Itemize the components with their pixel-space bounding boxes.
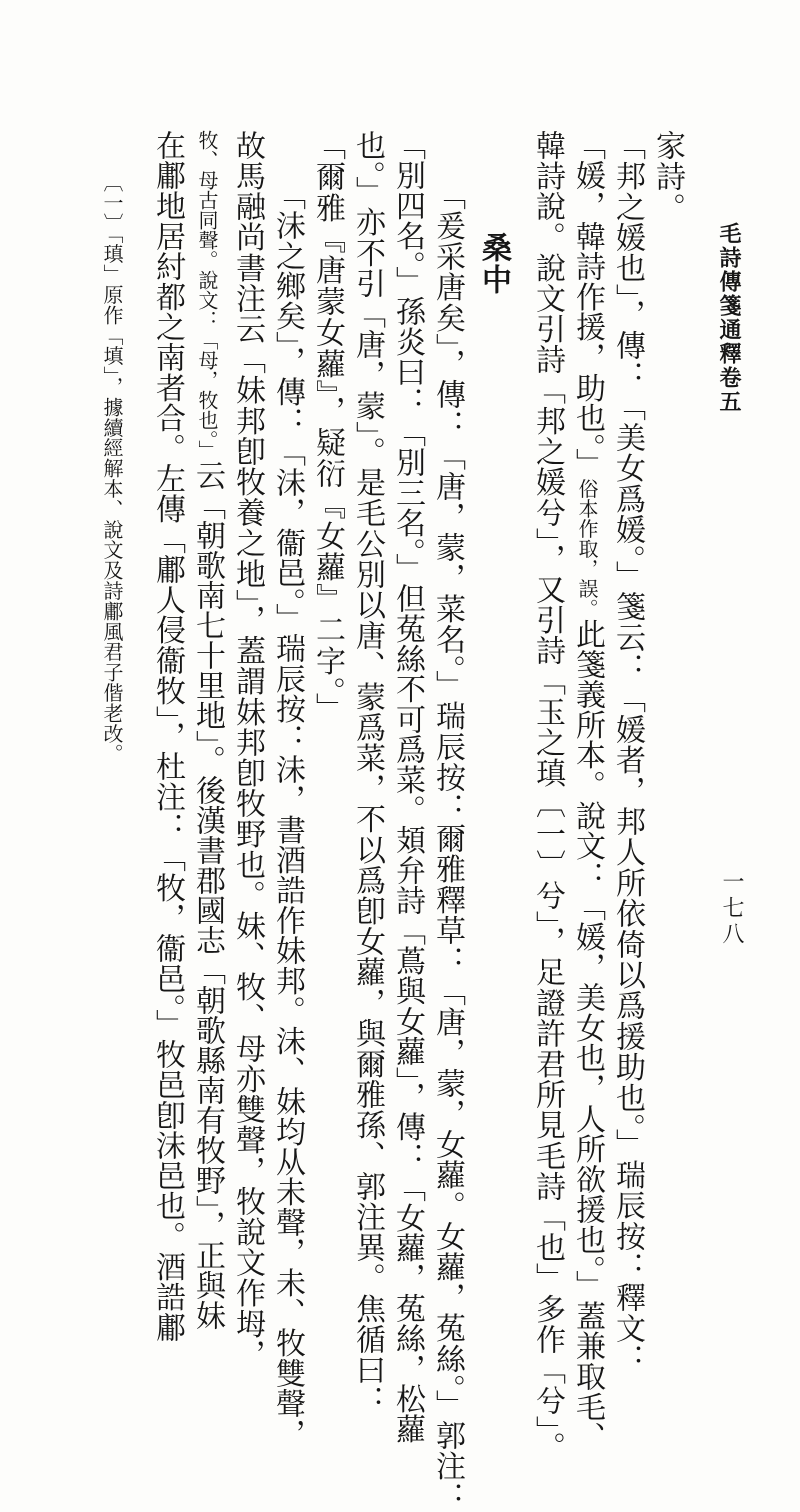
page-number: 一七八 [719,870,744,948]
column-11-text-cont: 云「朝歌南七十里地」。後漢書郡國志「朝歌縣南有牧野」，正與妹 [190,460,225,1330]
column-11-text: 牧、母古同聲。 [195,130,219,270]
column-3-text: 「媛，韓詩作援，助也。」 [570,130,605,479]
text-column-5: 「爰采唐矣」，傳：「唐，蒙，菜名。」瑞辰按：爾雅釋草：「唐，蒙，女蘿。女蘿，菟絲。」郭注： [430,180,465,1512]
column-3-inline-note: 俗本作取，誤。 [575,478,599,619]
running-title: 毛詩傳箋通釋卷五 [716,222,742,414]
text-column-12: 在鄘地居紂都之南者合。左傳「鄘人侵衞牧」，杜注：「牧，衞邑。」牧邑卽沬邑也。酒誥鄘 [150,130,185,1343]
text-column-6: 「別四名。」孫炎曰：「別三名。」但菟絲不可爲菜。頍弁詩「蔦與女蘿」，傳：「女蘿，菟絲，松蘿 [390,130,425,1444]
text-column-1: 家詩。 [650,130,685,224]
column-11-inline-note: 說文：「母，牧也。」 [195,270,219,460]
text-column-7: 也。」亦不引「唐，蒙」。是毛公別以唐、蒙爲菜，不以爲卽女蘿，與爾雅孫、郭注異。焦循曰： [350,130,385,1416]
text-column-9: 「沬之鄉矣」，傳：「沬，衞邑。」瑞辰按：沬，書酒誥作妹邦。沬、妹均从未聲，未、牧雙聲， [270,180,305,1449]
column-3-text-cont: 此箋義所本。說文：「媛，美女也，人所欲援也。」蓋兼取毛、 [570,618,605,1453]
text-column-10: 故馬融尚書注云「妹邦卽牧養之地」，蓋謂妹邦卽牧野也。妹、牧、母亦雙聲，牧說文作坶， [230,130,265,1370]
text-column-3 [570,130,605,1453]
text-column-2: 「邦之媛也」，傳：「美女爲媛。」箋云：「媛者，邦人所依倚以爲援助也。」瑞辰按：釋文： [610,130,645,1375]
footnote: 〔一〕「瑱」原作「填」，據續經解本、說文及詩鄘風君子偕老改。 [100,172,124,764]
text-column-4: 韓詩說。說文引詩「邦之媛兮」，又引詩「玉之瑱〔一〕兮」，足證許君所見毛詩「也」多作「兮」。 [530,130,565,1462]
text-column-11 [190,130,225,1330]
section-title: 桑中 [476,232,511,296]
text-column-8: 「爾雅『唐蒙女蘿』，疑衍『女蘿』二字。」 [310,130,345,724]
